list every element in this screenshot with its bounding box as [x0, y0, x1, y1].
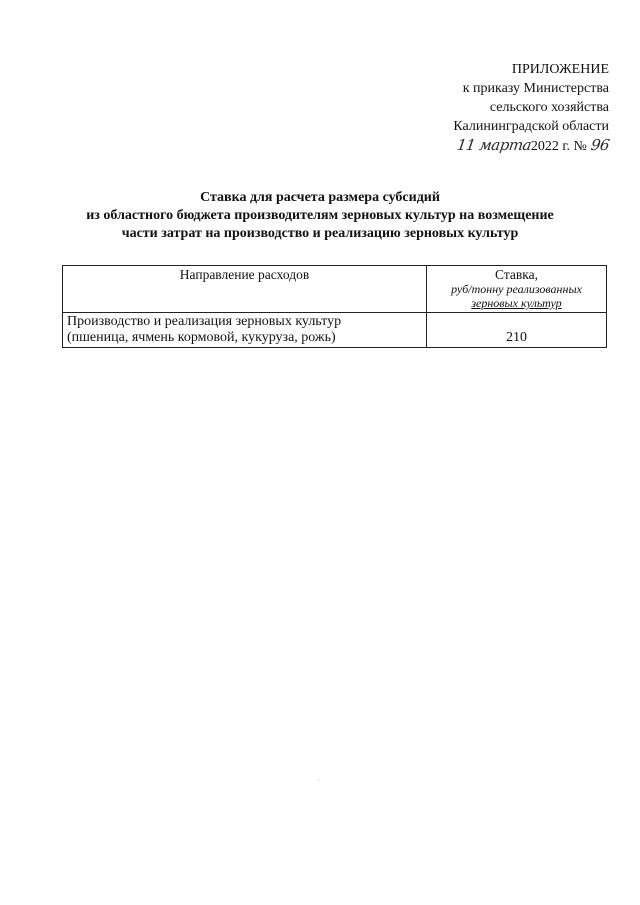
header-rate-label: Ставка, — [495, 267, 538, 282]
document-title — [60, 189, 580, 243]
appendix-date-line — [389, 136, 609, 156]
header-rate — [427, 266, 607, 313]
title-line-3: части затрат на производство и реализацию зерновых культур — [121, 226, 519, 241]
appendix-region-line: Калининградской области — [453, 119, 609, 134]
title-line-1: Ставка для расчета размера субсидий — [200, 190, 440, 205]
printed-year-number-label: 2022 г. № — [530, 139, 587, 154]
scan-speck — [318, 779, 319, 780]
header-rate-unit-1: руб/тонну реализованных — [451, 282, 582, 296]
header-direction: Направление расходов — [63, 266, 427, 313]
row-direction — [63, 313, 427, 348]
header-rate-unit-2: зерновых культур — [471, 296, 562, 310]
table-header-row — [63, 266, 607, 313]
appendix-ministry-line: сельского хозяйства — [489, 100, 609, 115]
title-line-2: из областного бюджета производителям зерновых культур на возмещение — [86, 208, 554, 223]
handwritten-order-number: 96 — [589, 136, 611, 154]
handwritten-date: 11 марта — [455, 136, 533, 154]
appendix-title: ПРИЛОЖЕНИЕ — [511, 62, 609, 77]
rates-table — [62, 265, 607, 348]
appendix-order-line: к приказу Министерства — [462, 81, 609, 96]
appendix-header — [389, 60, 609, 156]
row-rate: 210 — [427, 313, 607, 348]
row-direction-line-2: (пшеница, ячмень кормовой, кукуруза, рожь) — [67, 330, 336, 345]
row-direction-line-1: Производство и реализация зерновых культур — [67, 314, 342, 329]
table-row — [63, 313, 607, 348]
